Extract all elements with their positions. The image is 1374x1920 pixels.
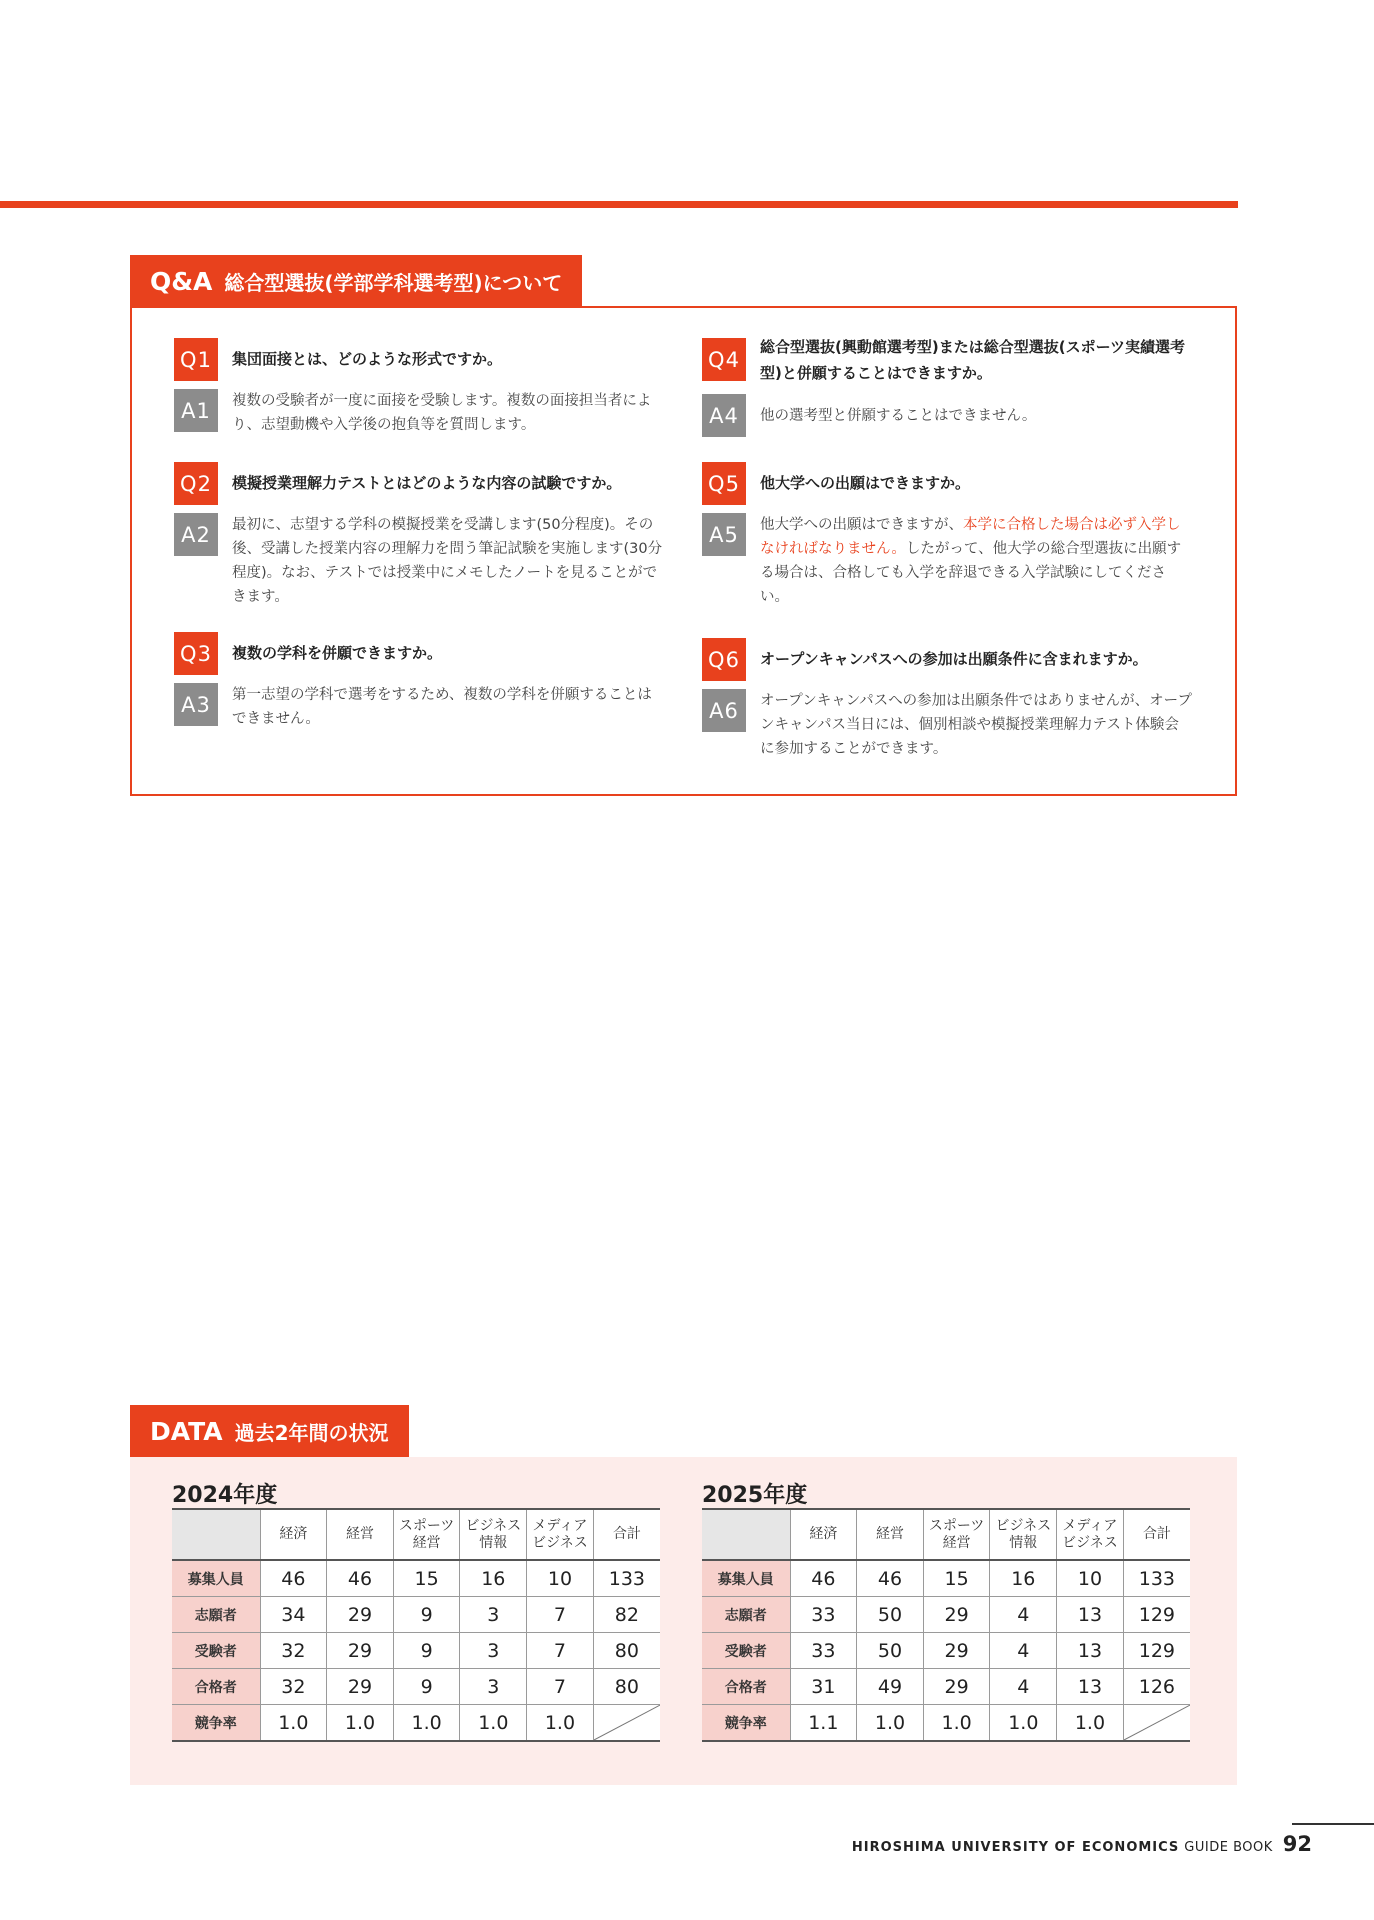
table-row (172, 1633, 660, 1669)
table-cell: 29 (327, 1597, 394, 1633)
col-header-keizai: 経済 (790, 1509, 857, 1560)
table-cell: 133 (593, 1560, 660, 1597)
col-header-media-business: メディア ビジネス (1057, 1509, 1124, 1560)
table-cell: 9 (393, 1633, 460, 1669)
table-cell: 133 (1123, 1560, 1190, 1597)
table-cell: 15 (393, 1560, 460, 1597)
table-row (702, 1597, 1190, 1633)
header-corner (702, 1509, 790, 1560)
table-cell: 7 (527, 1597, 594, 1633)
qa-item-3 (174, 632, 664, 731)
table-cell: 1.0 (857, 1705, 924, 1742)
data-section-title (130, 1405, 409, 1457)
table-cell: 10 (527, 1560, 594, 1597)
row-label: 競争率 (172, 1705, 260, 1742)
answer-text-highlight: 本学に合格した場合は必ず入学しなければなりません。 (760, 517, 1181, 557)
qa-item-6 (702, 638, 1192, 761)
table-cell: 3 (460, 1633, 527, 1669)
table-cell: 10 (1057, 1560, 1124, 1597)
table-row (172, 1669, 660, 1705)
table-cell: 15 (923, 1560, 990, 1597)
table-cell: 46 (260, 1560, 327, 1597)
question-text: 集団面接とは、どのような形式ですか。 (232, 350, 503, 368)
table-cell: 1.1 (790, 1705, 857, 1742)
table-cell: 49 (857, 1669, 924, 1705)
question-badge: Q1 (174, 338, 218, 381)
answer-text-lead: 他大学への出願はできますが、 (760, 517, 963, 533)
answer-badge: A2 (174, 513, 218, 556)
table-cell: 4 (990, 1597, 1057, 1633)
question-text: オープンキャンパスへの参加は出願条件に含まれますか。 (760, 650, 1148, 668)
table-cell: 4 (990, 1633, 1057, 1669)
row-label: 志願者 (702, 1597, 790, 1633)
col-header-sports: スポーツ 経営 (923, 1509, 990, 1560)
table-cell: 46 (327, 1560, 394, 1597)
row-label: 募集人員 (702, 1560, 790, 1597)
answer-text (760, 513, 1192, 609)
table-header-row (172, 1509, 660, 1560)
table-cell: 46 (790, 1560, 857, 1597)
table-cell: 129 (1123, 1633, 1190, 1669)
col-header-total: 合計 (1123, 1509, 1190, 1560)
qa-item-1 (174, 338, 664, 437)
row-label: 合格者 (702, 1669, 790, 1705)
answer-badge: A3 (174, 683, 218, 726)
table-cell: 13 (1057, 1597, 1124, 1633)
qa-item-5 (702, 462, 1192, 609)
table-cell: 33 (790, 1597, 857, 1633)
table-cell: 1.0 (990, 1705, 1057, 1742)
col-header-keizai: 経済 (260, 1509, 327, 1560)
question-badge: Q4 (702, 338, 746, 381)
table-cell: 9 (393, 1597, 460, 1633)
year-title-2025: 2025年度 (702, 1483, 808, 1508)
question-text: 総合型選抜(興動館選考型)または総合型選抜(スポーツ実績選考型)と併願することはできますか。 (760, 338, 1185, 382)
table-row (172, 1705, 660, 1742)
table-cell: 13 (1057, 1669, 1124, 1705)
table-cell: 80 (593, 1633, 660, 1669)
table-row (702, 1669, 1190, 1705)
empty-diagonal-cell (593, 1705, 660, 1742)
table-cell: 13 (1057, 1633, 1124, 1669)
question-badge: Q3 (174, 632, 218, 675)
page-footer (852, 1832, 1312, 1856)
footer-guide-book: GUIDE BOOK (1184, 1840, 1273, 1855)
table-cell: 7 (527, 1669, 594, 1705)
table-cell: 82 (593, 1597, 660, 1633)
question-text: 複数の学科を併願できますか。 (232, 644, 443, 662)
question-badge: Q2 (174, 462, 218, 505)
header-corner (172, 1509, 260, 1560)
table-cell: 46 (857, 1560, 924, 1597)
answer-text-tail: したがって、他大学の総合型選抜に出願する場合は、合格しても入学を辞退できる入学試験にしてください。 (760, 541, 1182, 605)
table-cell: 1.0 (327, 1705, 394, 1742)
table-row (172, 1597, 660, 1633)
col-header-business-info: ビジネス 情報 (460, 1509, 527, 1560)
table-cell: 3 (460, 1669, 527, 1705)
table-cell: 4 (990, 1669, 1057, 1705)
qa-item-4 (702, 334, 1192, 437)
question-badge: Q6 (702, 638, 746, 681)
table-row (702, 1633, 1190, 1669)
col-header-sports: スポーツ 経営 (393, 1509, 460, 1560)
row-label: 競争率 (702, 1705, 790, 1742)
row-label: 受験者 (702, 1633, 790, 1669)
col-header-keiei: 経営 (857, 1509, 924, 1560)
table-cell: 32 (260, 1633, 327, 1669)
empty-diagonal-cell (1123, 1705, 1190, 1742)
table-cell: 34 (260, 1597, 327, 1633)
qa-title-keyword: Q&A (150, 266, 213, 296)
col-header-business-info: ビジネス 情報 (990, 1509, 1057, 1560)
table-cell: 16 (460, 1560, 527, 1597)
year-title-2024: 2024年度 (172, 1483, 278, 1508)
row-label: 受験者 (172, 1633, 260, 1669)
table-cell: 29 (327, 1633, 394, 1669)
data-title-keyword: DATA (150, 1416, 223, 1446)
answer-badge: A1 (174, 389, 218, 432)
row-label: 募集人員 (172, 1560, 260, 1597)
table-cell: 31 (790, 1669, 857, 1705)
answer-text: 最初に、志望する学科の模擬授業を受講します(50分程度)。その後、受講した授業内容の理解力を問う筆記試験を実施します(30分程度)。なお、テストでは授業中にメモしたノートを見ることができます。 (232, 517, 663, 605)
admissions-table-2024 (172, 1508, 660, 1742)
data-title-text: 過去2年間の状況 (234, 1420, 389, 1445)
table-cell: 7 (527, 1633, 594, 1669)
table-row (172, 1560, 660, 1597)
answer-text: 第一志望の学科で選考をするため、複数の学科を併願することはできません。 (232, 687, 652, 727)
table-cell: 29 (923, 1597, 990, 1633)
table-cell: 1.0 (460, 1705, 527, 1742)
qa-item-2 (174, 462, 664, 609)
table-row (702, 1560, 1190, 1597)
table-cell: 50 (857, 1597, 924, 1633)
table-cell: 9 (393, 1669, 460, 1705)
col-header-media-business: メディア ビジネス (527, 1509, 594, 1560)
footer-university-name: HIROSHIMA UNIVERSITY OF ECONOMICS (851, 1840, 1180, 1855)
table-cell: 29 (923, 1633, 990, 1669)
table-cell: 16 (990, 1560, 1057, 1597)
row-label: 志願者 (172, 1597, 260, 1633)
qa-title-text: 総合型選抜(学部学科選考型)について (224, 270, 563, 295)
table-cell: 1.0 (393, 1705, 460, 1742)
answer-text: オープンキャンパスへの参加は出願条件ではありませんが、オープンキャンパス当日には、個別相談や模擬授業理解力テスト体験会に参加することができます。 (760, 693, 1192, 757)
table-cell: 29 (327, 1669, 394, 1705)
answer-badge: A4 (702, 394, 746, 437)
question-badge: Q5 (702, 462, 746, 505)
table-cell: 32 (260, 1669, 327, 1705)
qa-box (130, 306, 1237, 796)
table-cell: 1.0 (923, 1705, 990, 1742)
question-text: 模擬授業理解力テストとはどのような内容の試験ですか。 (232, 474, 622, 492)
table-cell: 33 (790, 1633, 857, 1669)
table-cell: 1.0 (527, 1705, 594, 1742)
footer-rule (1292, 1823, 1374, 1825)
table-cell: 50 (857, 1633, 924, 1669)
answer-badge: A6 (702, 689, 746, 732)
table-cell: 29 (923, 1669, 990, 1705)
row-label: 合格者 (172, 1669, 260, 1705)
page-number: 92 (1282, 1832, 1312, 1856)
col-header-keiei: 経営 (327, 1509, 394, 1560)
admissions-table-2025 (702, 1508, 1190, 1742)
answer-badge: A5 (702, 513, 746, 556)
col-header-total: 合計 (593, 1509, 660, 1560)
table-cell: 1.0 (1057, 1705, 1124, 1742)
answer-text: 複数の受験者が一度に面接を受験します。複数の面接担当者により、志望動機や入学後の抱負等を質問します。 (232, 393, 652, 433)
qa-section-title (130, 255, 582, 307)
table-cell: 3 (460, 1597, 527, 1633)
answer-text: 他の選考型と併願することはできません。 (760, 408, 1037, 424)
top-accent-rule (0, 201, 1238, 208)
table-cell: 129 (1123, 1597, 1190, 1633)
table-row (702, 1705, 1190, 1742)
table-cell: 80 (593, 1669, 660, 1705)
table-cell: 1.0 (260, 1705, 327, 1742)
question-text: 他大学への出願はできますか。 (760, 474, 971, 492)
table-cell: 126 (1123, 1669, 1190, 1705)
table-header-row (702, 1509, 1190, 1560)
